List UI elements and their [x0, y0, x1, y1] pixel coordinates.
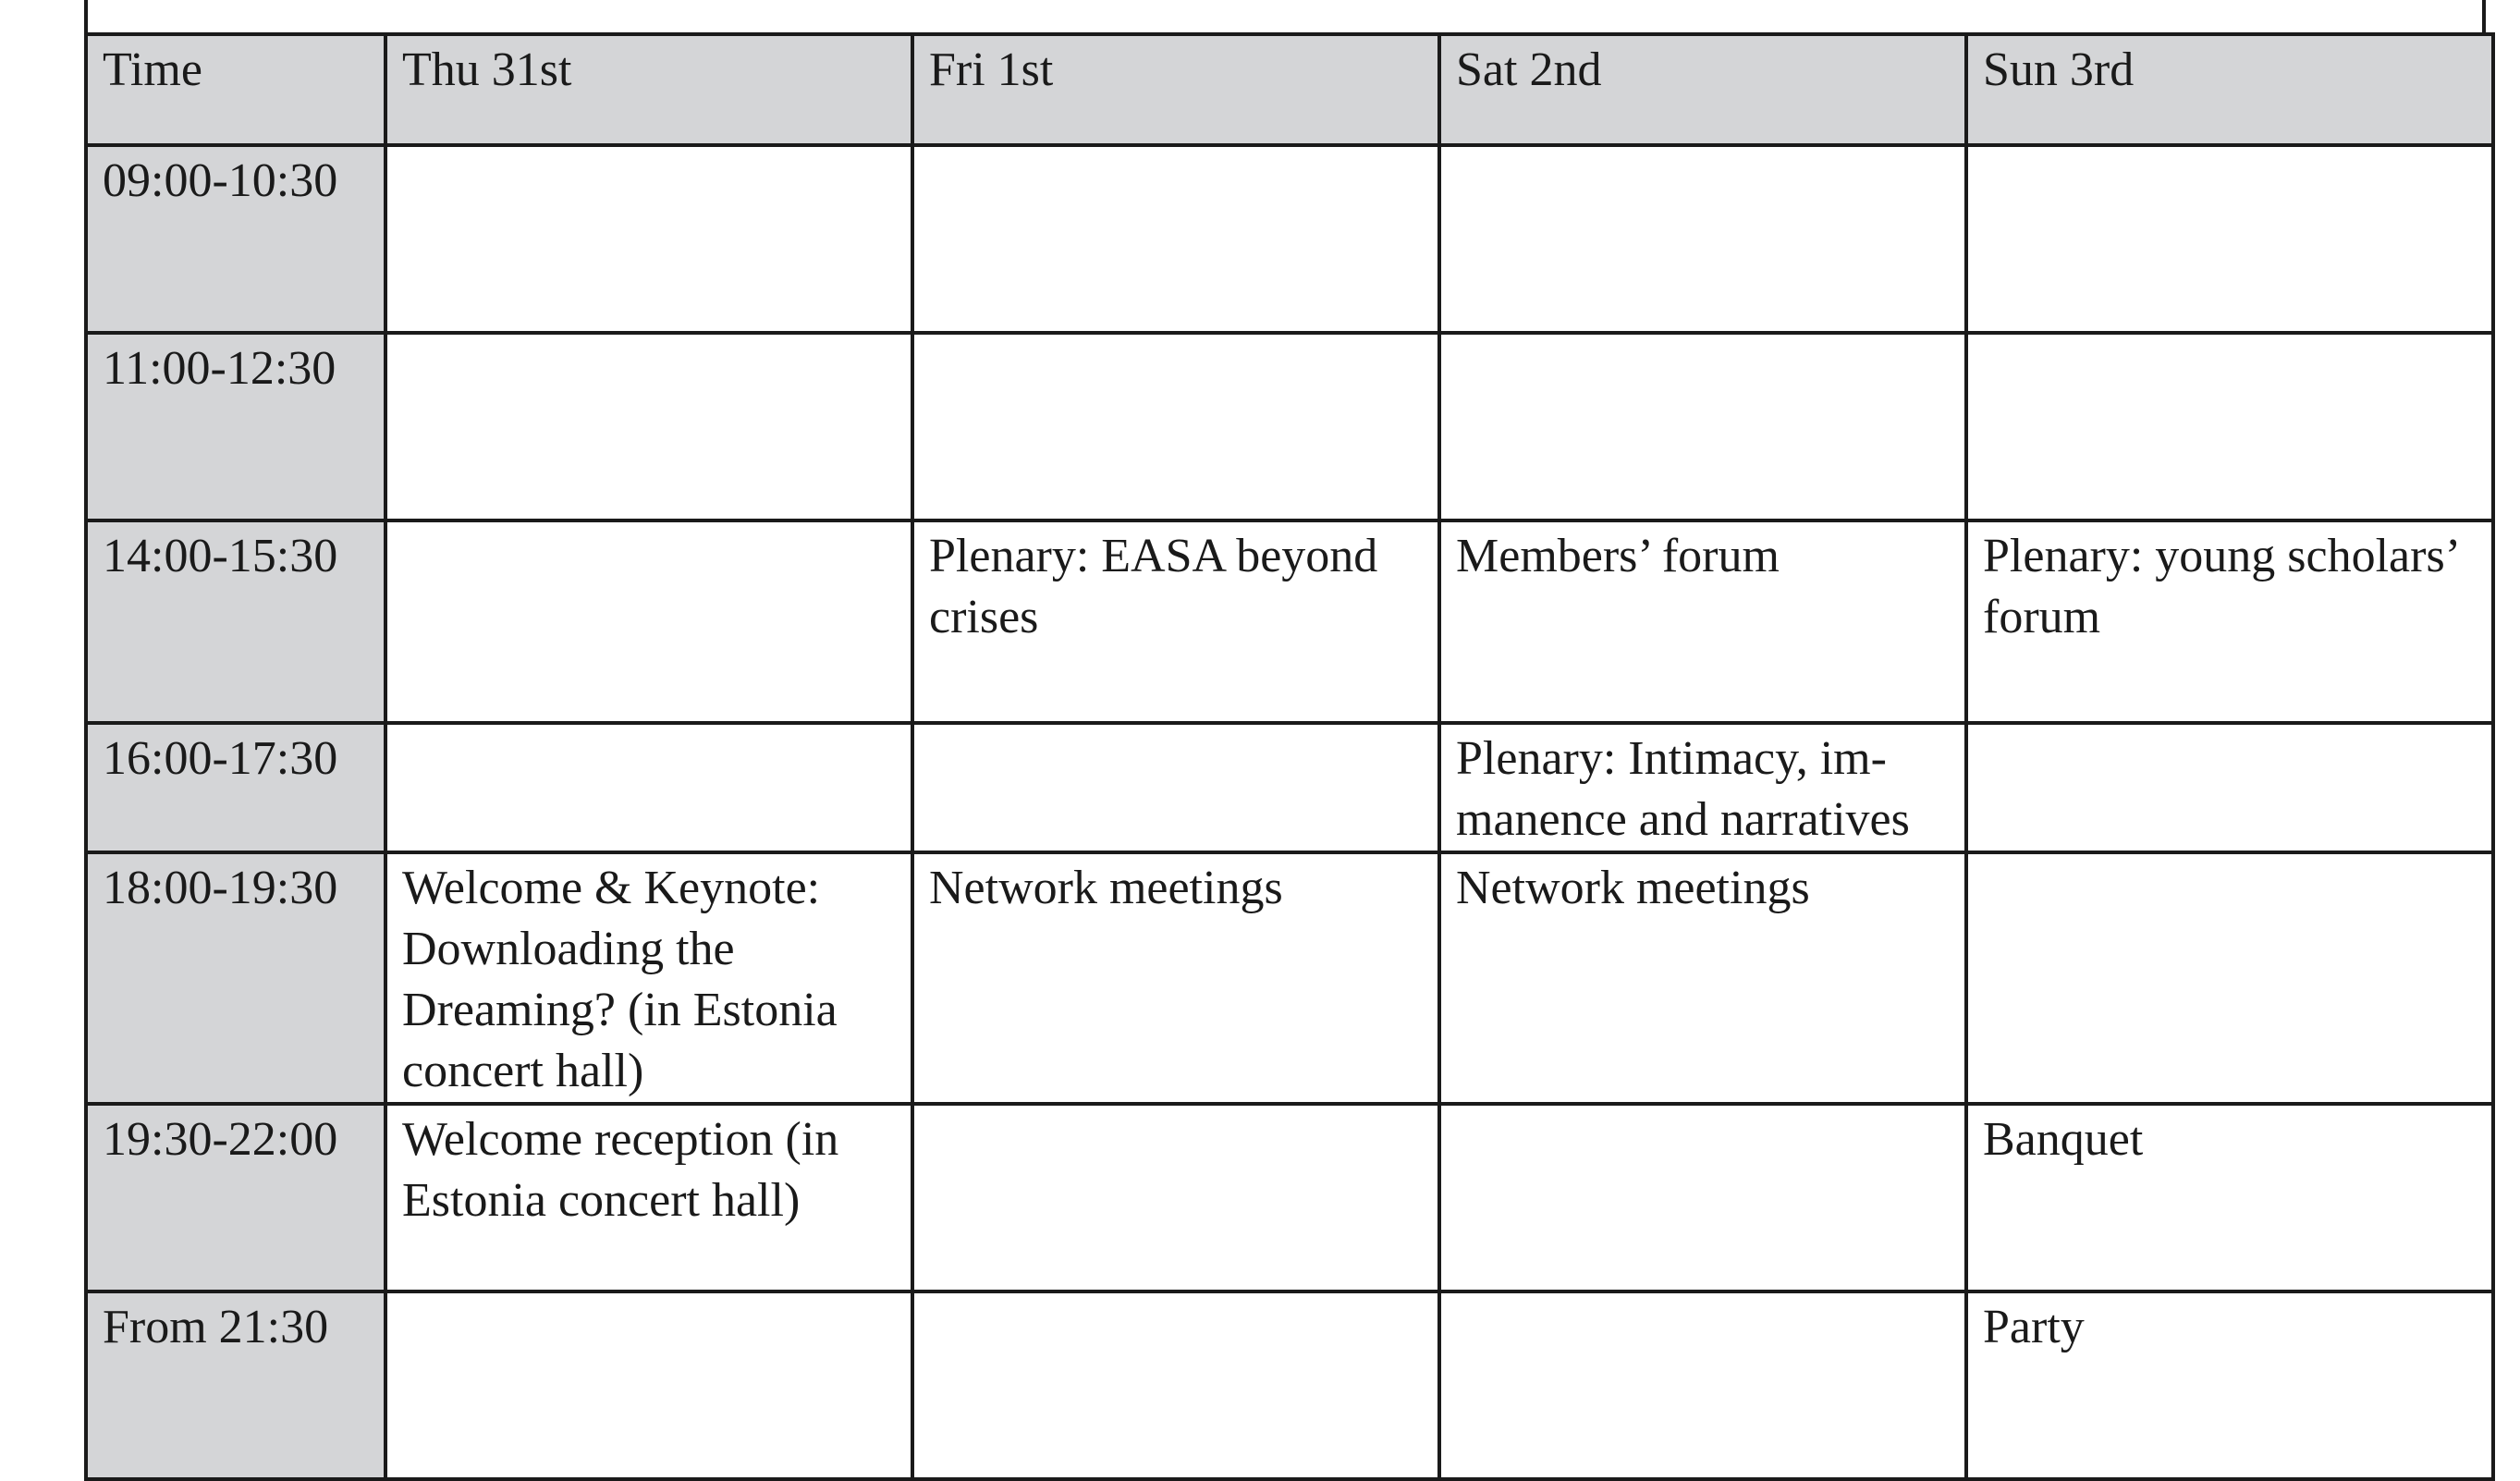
session-cell: Plenary: young scholars’ forum	[1966, 520, 2493, 723]
session-cell	[385, 145, 912, 333]
session-cell	[385, 723, 912, 852]
header-row	[86, 34, 2493, 145]
time-slot: 09:00-10:30	[86, 145, 385, 333]
session-cell: Party	[1966, 1291, 2493, 1479]
time-slot: 14:00-15:30	[86, 520, 385, 723]
session-cell	[912, 1291, 1439, 1479]
session-cell	[1966, 723, 2493, 852]
session-cell: Members’ forum	[1439, 520, 1966, 723]
session-cell: Welcome reception (in Estonia concert hall)	[385, 1104, 912, 1291]
session-cell: Network meetings	[912, 852, 1439, 1104]
session-cell	[1439, 333, 1966, 520]
time-slot: 19:30-22:00	[86, 1104, 385, 1291]
schedule-table	[84, 32, 2495, 1481]
table-row	[86, 1104, 2493, 1291]
session-cell: Plenary: Intimacy, im-manence and narratives	[1439, 723, 1966, 852]
time-slot: 18:00-19:30	[86, 852, 385, 1104]
table-row	[86, 333, 2493, 520]
time-slot: 11:00-12:30	[86, 333, 385, 520]
header-day-thu: Thu 31st	[385, 34, 912, 145]
time-slot: 16:00-17:30	[86, 723, 385, 852]
session-cell: Banquet	[1966, 1104, 2493, 1291]
session-cell	[912, 145, 1439, 333]
session-cell	[1966, 145, 2493, 333]
table-row	[86, 852, 2493, 1104]
header-day-sun: Sun 3rd	[1966, 34, 2493, 145]
session-cell	[912, 1104, 1439, 1291]
session-cell	[385, 333, 912, 520]
session-cell	[1439, 1291, 1966, 1479]
session-cell: Plenary: EASA beyond crises	[912, 520, 1439, 723]
header-day-fri: Fri 1st	[912, 34, 1439, 145]
header-day-sat: Sat 2nd	[1439, 34, 1966, 145]
table-row	[86, 520, 2493, 723]
session-cell	[912, 723, 1439, 852]
time-slot: From 21:30	[86, 1291, 385, 1479]
session-cell	[1439, 145, 1966, 333]
session-cell: Welcome & Keynote: Downloading the Dreaming? (in Estonia concert hall)	[385, 852, 912, 1104]
session-cell	[1966, 852, 2493, 1104]
header-time: Time	[86, 34, 385, 145]
session-cell	[385, 520, 912, 723]
session-cell	[1966, 333, 2493, 520]
table-row	[86, 1291, 2493, 1479]
session-cell: Network meetings	[1439, 852, 1966, 1104]
session-cell	[385, 1291, 912, 1479]
session-cell	[1439, 1104, 1966, 1291]
table-row	[86, 723, 2493, 852]
session-cell	[912, 333, 1439, 520]
table-row	[86, 145, 2493, 333]
